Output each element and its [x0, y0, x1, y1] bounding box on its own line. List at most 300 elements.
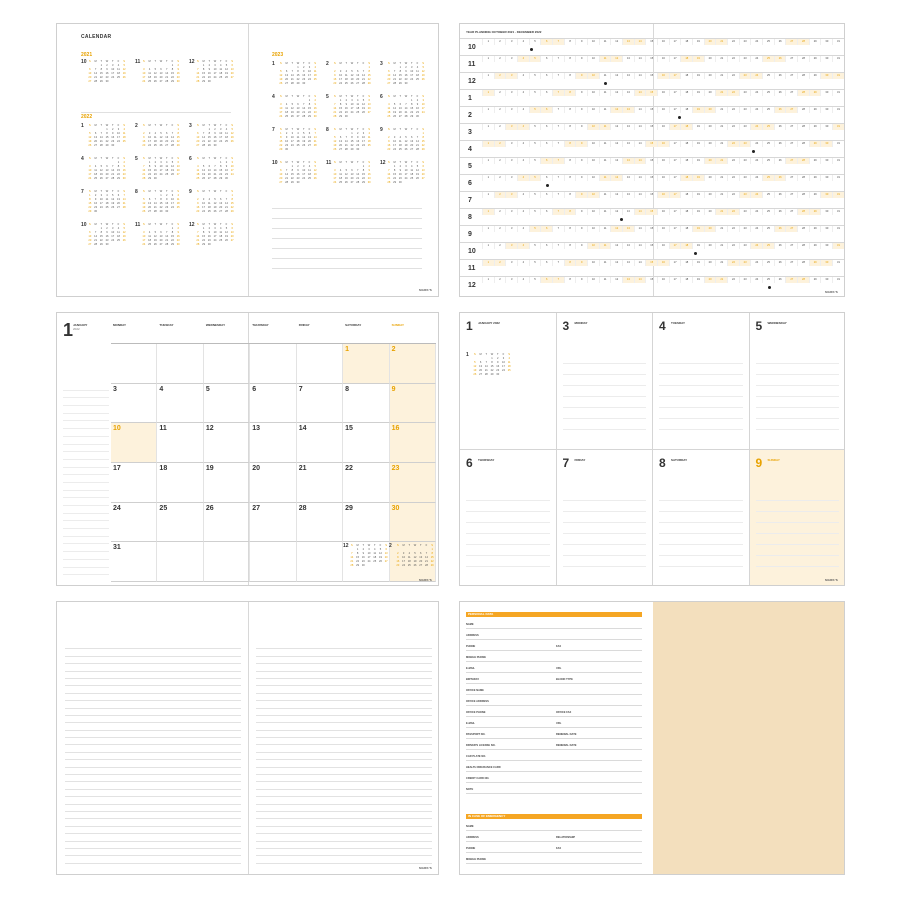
mini-month-number: 11: [135, 222, 141, 228]
field-label: RENEWAL DATE: [556, 733, 577, 736]
mini-day: 3: [402, 552, 405, 555]
row-day-cells: [482, 243, 844, 249]
note-line: [65, 819, 241, 826]
day-cell: 1: [482, 192, 494, 198]
mini-day: 18: [122, 136, 126, 139]
mini-day: 1: [177, 128, 179, 131]
mini-day: 13: [350, 173, 354, 176]
mini-day: 25: [356, 111, 360, 114]
mini-day: 13: [421, 169, 425, 172]
day-cell: 20: [704, 209, 716, 215]
personal-field-row: [466, 640, 642, 651]
dow-label: S: [422, 95, 425, 98]
day-line: [563, 545, 647, 556]
day-cell: 28: [797, 107, 809, 113]
note-line: [256, 768, 432, 775]
day-cell: 14: [634, 39, 646, 45]
mini-day: [121, 80, 127, 84]
dow-label: M: [148, 223, 151, 226]
mini-day: 23: [398, 177, 402, 180]
mini-day: 24: [230, 173, 234, 176]
mini-day: 6: [94, 132, 97, 135]
note-line: [256, 642, 432, 649]
mini-day: 19: [153, 239, 157, 242]
day-cell: 11: [599, 39, 611, 45]
mini-day: 16: [165, 202, 169, 205]
day-cell: 20: [704, 243, 716, 249]
dow-label: W: [296, 161, 300, 164]
dow-label: T: [219, 190, 222, 193]
mini-day: [312, 82, 318, 86]
mini-day: 14: [122, 198, 126, 201]
mini-day: 19: [159, 140, 163, 143]
mini-day: 15: [202, 235, 206, 238]
mini-day: 18: [416, 74, 419, 77]
mini-day: 29: [99, 243, 103, 246]
dow-label: T: [291, 161, 294, 164]
mini-month-number: 1: [272, 61, 275, 67]
mini-month-grid: [278, 95, 318, 119]
mini-day: 13: [176, 165, 180, 168]
emergency-field-row: [466, 820, 642, 831]
mini-day: 18: [176, 202, 180, 205]
day-cell: 15: [645, 243, 657, 249]
mini-day: 14: [356, 173, 360, 176]
day-label: JANUARY 2022: [478, 321, 500, 325]
day-cell: 21: [715, 124, 727, 130]
day-line: [563, 534, 647, 545]
day-cell: 28: [797, 124, 809, 130]
daily-line: [63, 514, 109, 522]
mini-day: 17: [404, 173, 408, 176]
dow-label: T: [410, 161, 413, 164]
daily-line: [63, 568, 109, 576]
mini-day: [420, 181, 426, 185]
mini-day: 20: [105, 173, 109, 176]
mini-month-grid: [386, 128, 426, 152]
mini-month-number: 2: [135, 123, 138, 129]
mini-day: 29: [350, 148, 354, 151]
mini-day: 27: [88, 80, 92, 83]
dow-label: T: [154, 190, 157, 193]
mini-week: [195, 144, 235, 148]
day-number: 7: [298, 385, 303, 393]
moon-dot: [546, 184, 549, 187]
day-cell: 2: [494, 209, 506, 215]
day-cell: 30: [820, 192, 832, 198]
day-cell: 8: [564, 243, 576, 249]
row-day-cells: [482, 226, 844, 232]
dow-label: M: [285, 161, 288, 164]
mini-day: 10: [404, 169, 408, 172]
day-cell: 10: [587, 107, 599, 113]
dow-label: F: [362, 62, 365, 65]
mini-day: 24: [88, 177, 92, 180]
mini-day: 21: [165, 239, 169, 242]
day-cell: 15: [645, 158, 657, 164]
day-cell: 16: [657, 107, 669, 113]
mini-day: 1: [171, 227, 174, 230]
dow-label: S: [123, 124, 126, 127]
day-cell: [157, 503, 203, 543]
mini-day: 24: [159, 173, 163, 176]
mini-day: 18: [94, 173, 98, 176]
mini-day: 9: [368, 169, 370, 172]
mini-day: 12: [202, 169, 206, 172]
mini-day: 4: [197, 165, 199, 168]
dow-label: T: [111, 157, 114, 160]
day-cell: 16: [657, 226, 669, 232]
day-cell: 26: [774, 107, 786, 113]
mini-day: 4: [166, 161, 168, 164]
day-cell: 30: [820, 124, 832, 130]
mini-day: 17: [230, 169, 234, 172]
mini-day: 13: [339, 140, 343, 143]
day-cell: 28: [797, 226, 809, 232]
mini-day: 22: [410, 111, 414, 114]
day-cell: 25: [762, 107, 774, 113]
day-cell: 31: [832, 73, 844, 79]
mini-week: [332, 181, 372, 185]
mini-day: 4: [117, 227, 120, 230]
mini-day: 22: [356, 560, 360, 563]
day-cell: 10: [587, 124, 599, 130]
mini-day: 7: [171, 132, 174, 135]
mini-day: 23: [196, 210, 200, 213]
mini-day: 4: [94, 165, 97, 168]
mini-day: 28: [344, 148, 348, 151]
day-cell: 1: [482, 277, 494, 283]
day-cell: 22: [727, 39, 739, 45]
mini-day: 25: [367, 144, 371, 147]
mini-day: 28: [285, 181, 289, 184]
personal-field-row: [466, 695, 642, 706]
mini-day: 30: [367, 181, 371, 184]
day-cell: 5: [529, 124, 541, 130]
mini-day: 2: [497, 357, 499, 360]
mini-day: 5: [280, 70, 282, 73]
day-number: 2: [391, 346, 396, 353]
mini-day: 18: [407, 560, 411, 563]
day-cell: 3: [505, 260, 517, 266]
day-cell: 5: [529, 56, 541, 62]
day-cell: 1: [482, 226, 494, 232]
mini-day: 24: [117, 140, 120, 143]
mini-day: 17: [402, 560, 406, 563]
mini-day: 28: [425, 564, 428, 567]
year-planning-row: [460, 225, 845, 242]
mini-day: 29: [207, 144, 211, 147]
mini-day: 9: [285, 136, 288, 139]
mini-day: 15: [230, 202, 234, 205]
mini-day: 24: [213, 76, 217, 79]
day-cell: [297, 503, 343, 543]
mini-day: 11: [219, 231, 223, 234]
mini-day: 14: [362, 74, 365, 77]
day-cell: [343, 384, 389, 424]
day-cell: 28: [797, 90, 809, 96]
mini-day: 27: [219, 210, 223, 213]
mini-day: 7: [202, 132, 205, 135]
mini-day: 9: [214, 132, 216, 135]
dow-label: T: [219, 60, 222, 63]
mini-day: 28: [350, 564, 354, 567]
mini-day: 8: [368, 70, 370, 73]
mini-day: 15: [99, 235, 103, 238]
daily-line: [63, 383, 109, 391]
mini-day: 28: [290, 82, 294, 85]
day-line: [756, 545, 840, 556]
mini-day: 30: [176, 80, 180, 83]
day-cell: 24: [750, 277, 762, 283]
mini-day: 10: [142, 72, 146, 75]
mini-day: 29: [159, 210, 163, 213]
row-day-cells: [482, 209, 844, 215]
mini-day: 22: [230, 206, 234, 209]
day-cell: 7: [552, 209, 564, 215]
emergency-field-row: [466, 842, 642, 853]
mini-month-grid: [278, 161, 318, 185]
day-cell: 25: [762, 260, 774, 266]
day-cell: 29: [809, 209, 821, 215]
day-cell: 31: [832, 209, 844, 215]
mini-day: 11: [148, 235, 151, 238]
brand-mark: MARK'S: [825, 578, 838, 582]
mini-day: 23: [416, 111, 419, 114]
mini-day: 26: [213, 210, 217, 213]
mini-day: 30: [105, 80, 109, 83]
mini-week: [349, 564, 389, 568]
note-line: [256, 716, 432, 723]
month-grid: [111, 343, 436, 581]
day-cell: 18: [680, 277, 692, 283]
mini-day: 28: [387, 181, 391, 184]
day-cell: 16: [657, 56, 669, 62]
year-planning-row: [460, 140, 845, 157]
month-number: 1: [63, 320, 74, 340]
day-cell: 24: [750, 124, 762, 130]
day-cell: 9: [575, 192, 587, 198]
mini-day: 27: [230, 239, 234, 242]
mini-day: 4: [416, 66, 419, 69]
mini-day: 19: [122, 72, 126, 75]
spine: [248, 24, 249, 296]
mini-day: 22: [105, 140, 109, 143]
mini-day: 5: [100, 165, 103, 168]
field-label: BLOOD TYPE: [556, 678, 573, 681]
field-label: HEALTH INSURANCE CARD: [466, 766, 501, 769]
day-cell: 24: [750, 141, 762, 147]
day-cell: 12: [610, 56, 622, 62]
mini-day: 24: [502, 369, 505, 372]
mini-day: 17: [290, 140, 294, 143]
day-cell: 28: [797, 175, 809, 181]
mini-day: 24: [404, 177, 408, 180]
mini-day: 24: [410, 78, 414, 81]
day-cell: 28: [797, 39, 809, 45]
row-day-cells: [482, 277, 844, 283]
dow-label: T: [208, 190, 211, 193]
mini-day: 13: [410, 140, 414, 143]
day-cell: 13: [622, 39, 634, 45]
mini-day: 6: [177, 161, 179, 164]
row-day-cells: [482, 141, 844, 147]
day-number: 28: [298, 504, 307, 512]
mini-day: 12: [142, 202, 146, 205]
mini-day: 19: [404, 144, 408, 147]
day-cell: [343, 423, 389, 463]
day-cell: 17: [669, 56, 681, 62]
mini-day: 24: [350, 111, 354, 114]
mini-day: 27: [479, 373, 483, 376]
note-line: [256, 834, 432, 841]
mini-day: 4: [314, 66, 316, 69]
mini-day: 10: [502, 361, 505, 364]
mini-day: 20: [419, 560, 423, 563]
mini-day: 18: [196, 173, 200, 176]
mini-day: 23: [296, 177, 300, 180]
mini-week: [195, 243, 235, 247]
day-cell: 2: [494, 73, 506, 79]
day-line: [659, 512, 743, 523]
mini-day: 18: [148, 76, 152, 79]
day-cell: 1: [482, 141, 494, 147]
day-cell: 25: [762, 192, 774, 198]
mini-day: 20: [88, 76, 92, 79]
mini-day: 3: [100, 194, 103, 197]
row-month-number: 9: [468, 231, 472, 238]
mini-day: 21: [111, 173, 115, 176]
mini-day: 13: [159, 235, 163, 238]
mini-day: 19: [344, 177, 348, 180]
day-cell: 9: [575, 158, 587, 164]
dow-label: S: [196, 223, 199, 226]
day-cell: 6: [540, 124, 552, 130]
day-cell: 31: [832, 107, 844, 113]
day-cell: 22: [727, 141, 739, 147]
mini-day: 4: [408, 552, 411, 555]
mini-day: 2: [94, 194, 97, 197]
day-cell: 23: [739, 175, 751, 181]
dow-label: S: [422, 62, 425, 65]
day-cell: 7: [552, 124, 564, 130]
mini-day: 5: [202, 165, 205, 168]
mini-day: 30: [361, 564, 365, 567]
mini-day: 21: [404, 111, 408, 114]
dow-label: T: [291, 95, 294, 98]
dow-label: T: [485, 353, 488, 356]
day-cell: 8: [564, 192, 576, 198]
mini-day: 16: [207, 72, 211, 75]
mini-day: 23: [94, 206, 98, 209]
mini-day: 13: [367, 103, 371, 106]
mini-day: [383, 564, 389, 568]
day-cell: 9: [575, 56, 587, 62]
day-number: 27: [252, 504, 261, 512]
day-cell: 28: [797, 277, 809, 283]
field-label: E-MAIL: [466, 667, 475, 670]
day-cell: 24: [750, 175, 762, 181]
mini-month-grid: [141, 190, 181, 214]
week-day-cell: [750, 313, 846, 450]
mini-day: 23: [105, 239, 109, 242]
mini-day: 7: [197, 68, 199, 71]
note-line: [65, 745, 241, 752]
day-cell: 16: [657, 175, 669, 181]
dow-label: T: [408, 544, 411, 547]
mini-day: 3: [411, 66, 413, 69]
day-cell: 24: [750, 158, 762, 164]
row-month-number: 8: [468, 214, 472, 221]
mini-month-grid: [386, 161, 426, 185]
day-cell: 17: [669, 260, 681, 266]
mini-day: 14: [302, 107, 306, 110]
mini-day: 2: [388, 136, 390, 139]
mini-day: 25: [410, 177, 414, 180]
mini-day: 28: [196, 243, 200, 246]
mini-day: 17: [362, 140, 365, 143]
day-cell: 22: [727, 243, 739, 249]
day-cell: 8: [564, 124, 576, 130]
day-cell: 6: [540, 39, 552, 45]
moon-dot: [678, 116, 681, 119]
mini-day: 21: [362, 78, 365, 81]
mini-day: 6: [399, 103, 402, 106]
mini-month-grid: [195, 190, 235, 214]
mini-day: 24: [421, 111, 425, 114]
mini-day: 19: [290, 111, 294, 114]
mini-day: 23: [207, 239, 211, 242]
day-cell: 15: [645, 209, 657, 215]
mini-day: 29: [393, 181, 397, 184]
day-cell: 19: [692, 39, 704, 45]
row-month-number: 6: [468, 180, 472, 187]
mini-day: 12: [122, 231, 126, 234]
mini-day: 5: [345, 169, 348, 172]
mini-day: 21: [416, 144, 419, 147]
day-number: 4: [159, 385, 164, 393]
mini-day: 7: [393, 70, 396, 73]
mini-day: 5: [422, 66, 424, 69]
personal-field-row: [466, 761, 642, 772]
mini-day: 17: [111, 72, 115, 75]
daily-line: [63, 468, 109, 476]
mini-day: 17: [213, 72, 217, 75]
dow-label: S: [368, 95, 371, 98]
dow-label: S: [123, 190, 126, 193]
day-cell: 4: [517, 260, 529, 266]
note-line: [65, 709, 241, 716]
mini-day: 5: [160, 132, 162, 135]
dow-label: W: [213, 223, 217, 226]
day-cell: 25: [762, 124, 774, 130]
mini-day: 22: [159, 206, 163, 209]
mini-day: 8: [100, 68, 103, 71]
day-line: [563, 375, 647, 386]
mini-day: 27: [339, 148, 343, 151]
mini-month-number: 9: [380, 127, 383, 133]
mini-day: 5: [414, 552, 416, 555]
mini-day: 3: [334, 169, 336, 172]
mini-day: 28: [393, 82, 397, 85]
memo-line: [272, 258, 422, 259]
dow-label: T: [154, 124, 157, 127]
mini-day: 11: [407, 556, 411, 559]
mini-day: 22: [308, 111, 311, 114]
day-cell: 29: [809, 260, 821, 266]
field-label: DRIVER'S LICENSE NO.: [466, 744, 496, 747]
mini-day: 30: [176, 243, 180, 246]
